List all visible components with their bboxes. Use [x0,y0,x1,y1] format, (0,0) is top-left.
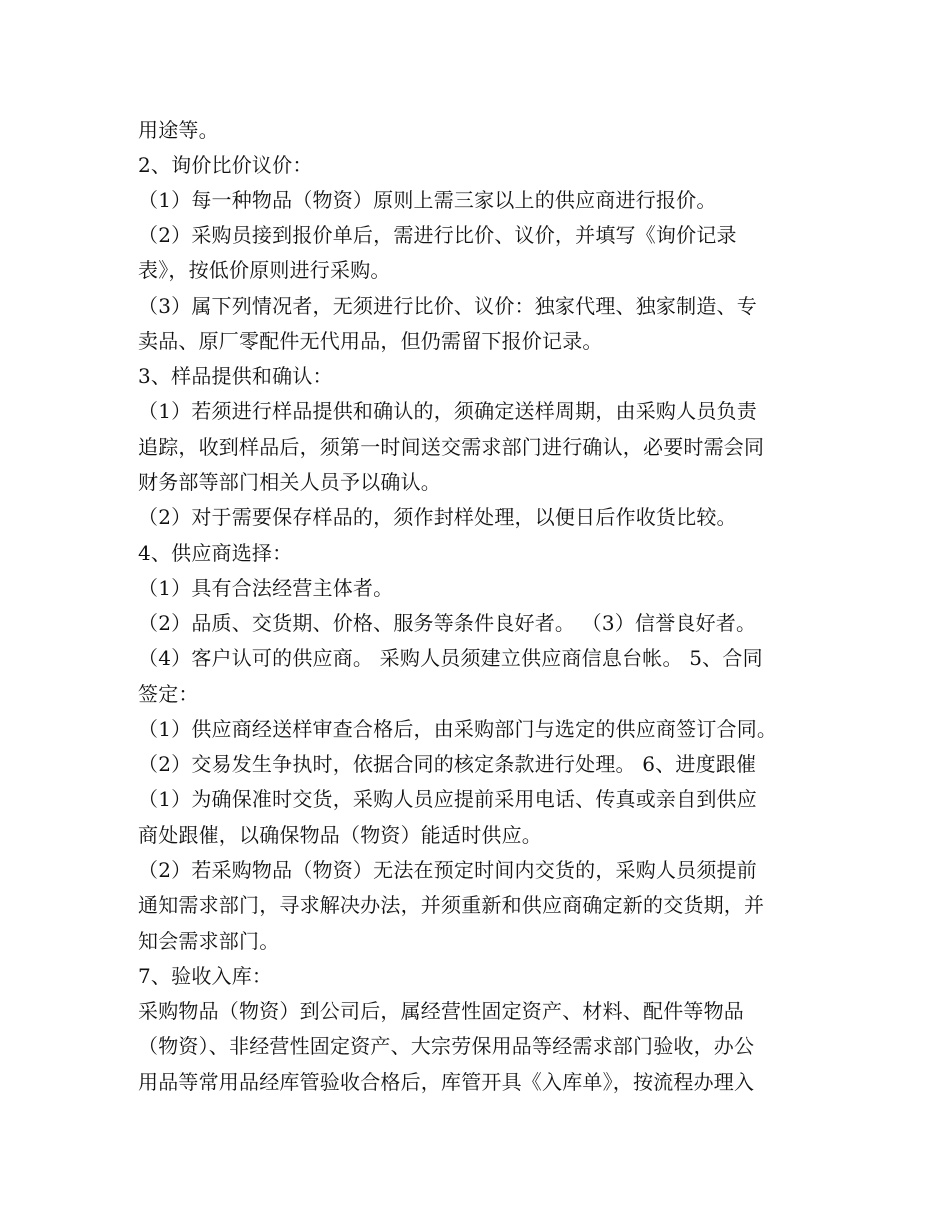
text-line: 卖品、原厂零配件无代用品，但仍需留下报价记录。 [138,329,603,353]
section-heading: 3、样品提供和确认： [138,364,333,388]
text-line: 用途等。 [138,118,219,142]
section-heading: 4、供应商选择： [138,541,293,565]
text-line: （1）具有合法经营主体者。 [138,576,394,600]
text-line: （物资）、非经营性固定资产、大宗劳保用品等经需求部门验收，办公 [138,1034,755,1058]
text-line: 财务部等部门相关人员予以确认。 [138,470,441,494]
text-line: 知会需求部门。 [138,929,280,953]
text-line: 商处跟催，以确保物品（物资）能适时供应。 [138,823,542,847]
text-line: （1）供应商经送样审查合格后，由采购部门与选定的供应商签订合同。 [138,717,778,741]
text-line: （1）若须进行样品提供和确认的，须确定送样周期，由采购人员负责 [138,399,757,423]
text-line: （3）属下列情况者，无须进行比价、议价：独家代理、独家制造、专 [138,294,757,318]
text-line: 通知需求部门，寻求解决办法，并须重新和供应商确定新的交货期，并 [138,893,765,917]
text-line: （1）每一种物品（物资）原则上需三家以上的供应商进行报价。 [138,188,717,212]
text-line: 追踪，收到样品后，须第一时间送交需求部门进行确认，必要时需会同 [138,435,765,459]
text-line: （2）交易发生争执时，依据合同的核定条款进行处理。 6、进度跟催 [138,752,757,776]
text-line: 用品等常用品经库管验收合格后，库管开具《入库单》，按流程办理入 [138,1070,755,1094]
section-heading: 7、验收入库： [138,964,273,988]
section-heading: 2、询价比价议价： [138,153,313,177]
text-line: 采购物品（物资）到公司后，属经营性固定资产、材料、配件等物品 [138,999,744,1023]
text-line: 签定： [138,682,199,706]
text-line: （4）客户认可的供应商。 采购人员须建立供应商信息台帐。 5、合同 [138,646,763,670]
text-line: 表》，按低价原则进行采购。 [138,258,391,282]
text-line: （2）若采购物品（物资）无法在预定时间内交货的，采购人员须提前 [138,858,757,882]
text-line: （1）为确保准时交货，采购人员应提前采用电话、传真或亲自到供应 [138,787,757,811]
text-line: （2）采购员接到报价单后，需进行比价、议价，并填写《询价记录 [138,223,737,247]
text-line: （2）对于需要保存样品的，须作封样处理，以便日后作收货比较。 [138,505,737,529]
text-line: （2）品质、交货期、价格、服务等条件良好者。 （3）信誉良好者。 [138,611,757,635]
